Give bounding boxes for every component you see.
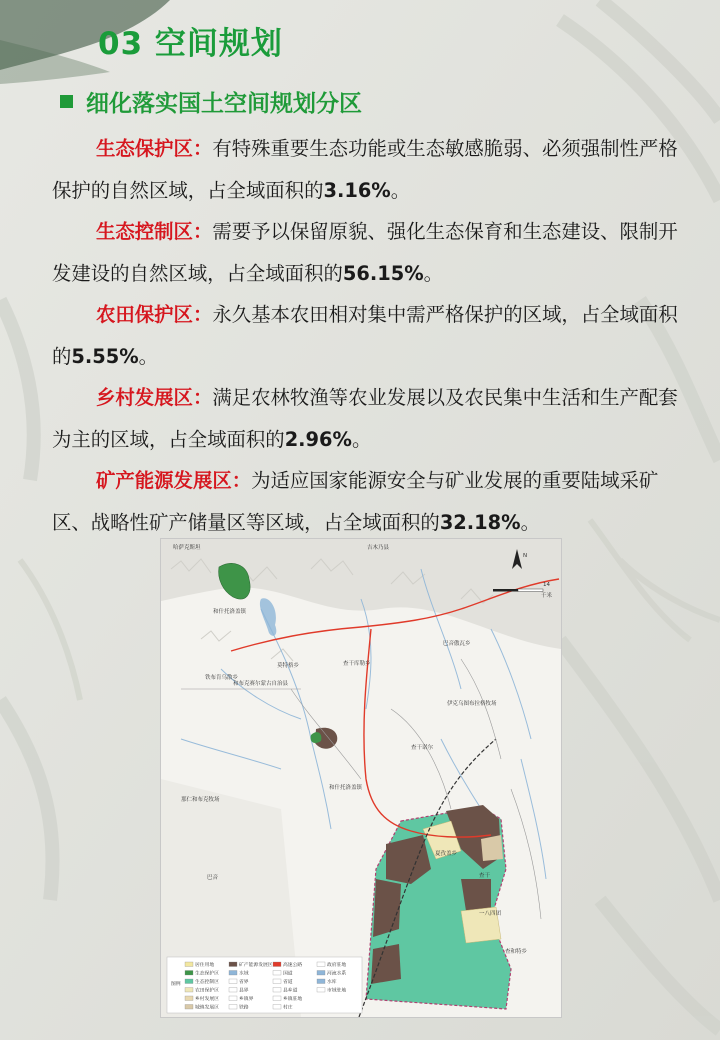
zone-end: 。 — [390, 178, 411, 202]
legend-label: 省道 — [283, 980, 293, 986]
legend-swatch — [185, 979, 193, 984]
place-label: 和什托洛盖镇 — [329, 785, 363, 791]
legend-swatch — [185, 988, 193, 993]
legend-label: 县界 — [239, 988, 249, 994]
section-heading — [60, 85, 362, 118]
zone-end: 。 — [423, 261, 444, 285]
zone-descriptions — [52, 128, 688, 543]
zone-term: 矿产能源发展区： — [96, 469, 252, 492]
zone-paragraph-eco-protect — [52, 128, 688, 211]
place-label: 巴音 — [207, 875, 219, 881]
zone-pct: 56.15% — [342, 261, 424, 285]
legend-title: 图例 — [171, 982, 181, 987]
legend-swatch — [229, 971, 237, 976]
legend-label: 城镇发展区 — [195, 1005, 219, 1011]
legend-label: 乡村发展区 — [195, 997, 219, 1003]
legend-label: 高速公路 — [283, 963, 303, 969]
zone-term: 乡村发展区： — [96, 386, 213, 409]
zone-end: 。 — [351, 427, 372, 451]
legend-swatch — [273, 988, 281, 993]
legend-label: 乡镇界 — [239, 997, 254, 1003]
zone-term: 生态控制区： — [96, 220, 213, 243]
legend-swatch — [273, 996, 281, 1001]
legend-swatch — [317, 971, 325, 976]
place-label: 查和特乡 — [505, 949, 528, 955]
place-label: 一八四团 — [479, 911, 502, 917]
place-label: 夏孜盖乡 — [435, 851, 458, 857]
legend-label: 国道 — [283, 971, 293, 977]
legend-swatch — [185, 962, 193, 967]
legend-label: 河流水系 — [327, 971, 347, 977]
place-label: 铁布肯乌散乡 — [205, 675, 239, 681]
bullet-square-icon — [60, 95, 73, 108]
place-label: 伊克乌图布拉格牧场 — [447, 701, 497, 707]
zone-desc: 永久基本农田相对集中需严格保护的区域，占全域面积的 — [52, 303, 678, 368]
legend-swatch — [185, 1005, 193, 1010]
place-label: 哈萨克斯坦 — [173, 545, 201, 551]
legend-label: 水域 — [239, 971, 249, 977]
place-label: 巴音傲瓦乡 — [443, 641, 471, 647]
place-label: 查干 — [479, 873, 491, 879]
legend-swatch — [229, 962, 237, 967]
zone-paragraph-farmland — [52, 294, 688, 377]
page-title: 03 空间规划 — [98, 26, 283, 62]
legend-swatch — [229, 1005, 237, 1010]
legend-swatch — [317, 962, 325, 967]
zone-paragraph-rural — [52, 377, 688, 460]
place-label: 莫特格乡 — [277, 663, 300, 669]
scale-unit: 千米 — [541, 593, 553, 599]
zone-pct: 3.16% — [323, 178, 391, 202]
map-legend — [167, 957, 362, 1013]
legend-swatch — [273, 1005, 281, 1010]
legend-swatch — [317, 979, 325, 984]
legend-label: 矿产能源发展区 — [239, 963, 273, 969]
zone-desc: 满足农林牧渔等农业发展以及农民集中生活和生产配套为主的区域，占全域面积的 — [52, 386, 678, 451]
zone-term: 农田保护区： — [96, 303, 213, 326]
legend-swatch — [273, 962, 281, 967]
legend-label: 省界 — [239, 980, 249, 986]
zone-desc: 有特殊重要生态功能或生态敏感脆弱、必须强制性严格保护的自然区域，占全域面积的 — [52, 137, 678, 202]
zone-paragraph-eco-control — [52, 211, 688, 294]
zone-pct: 32.18% — [439, 510, 521, 534]
legend-label: 市域驻地 — [327, 988, 347, 994]
section-heading-text: 细化落实国土空间规划分区 — [86, 91, 362, 117]
zone-desc: 需要予以保留原貌、强化生态保育和生态建设、限制开发建设的自然区域，占全域面积的 — [52, 220, 678, 285]
place-label: 和布克赛尔蒙古自治县 — [233, 681, 289, 687]
legend-swatch — [273, 979, 281, 984]
scale-value: 14 — [543, 582, 550, 588]
place-label: 查干库勒乡 — [343, 661, 371, 667]
zone-paragraph-mineral — [52, 460, 688, 543]
zone-desc: 为适应国家能源安全与矿业发展的重要陆域采矿区、战略性矿产储量区等区域，占全域面积的 — [52, 469, 659, 534]
legend-swatch — [185, 971, 193, 976]
place-label: 那仁和布克牧场 — [181, 797, 220, 803]
legend-swatch — [229, 988, 237, 993]
legend-swatch — [185, 996, 193, 1001]
legend-swatch — [229, 996, 237, 1001]
legend-label: 乡镇驻地 — [283, 997, 303, 1003]
zone-pct: 2.96% — [284, 427, 352, 451]
legend-label: 铁路 — [239, 1005, 249, 1011]
legend-label: 水库 — [327, 980, 337, 986]
north-label: N — [523, 553, 528, 559]
legend-swatch — [229, 979, 237, 984]
zoning-map — [160, 538, 562, 1018]
legend-label: 县乡道 — [283, 988, 298, 994]
legend-label: 生态控制区 — [195, 980, 219, 986]
legend-label: 政府驻地 — [327, 963, 347, 969]
zone-term: 生态保护区： — [96, 137, 213, 160]
legend-label: 生态保护区 — [195, 971, 219, 977]
place-label: 和什托洛盖镇 — [213, 609, 247, 615]
place-label: 吉木乃县 — [367, 545, 390, 551]
legend-label: 居住用地 — [195, 963, 215, 969]
legend-label: 村庄 — [283, 1005, 293, 1011]
zoning-map-svg — [161, 539, 561, 1017]
legend-label: 农田保护区 — [195, 988, 219, 994]
zone-end: 。 — [520, 510, 540, 534]
zone-pct: 5.55% — [71, 344, 139, 368]
zone-end: 。 — [138, 344, 159, 368]
legend-swatch — [273, 971, 281, 976]
place-label: 查干诺尔 — [411, 745, 434, 751]
legend-swatch — [317, 988, 325, 993]
